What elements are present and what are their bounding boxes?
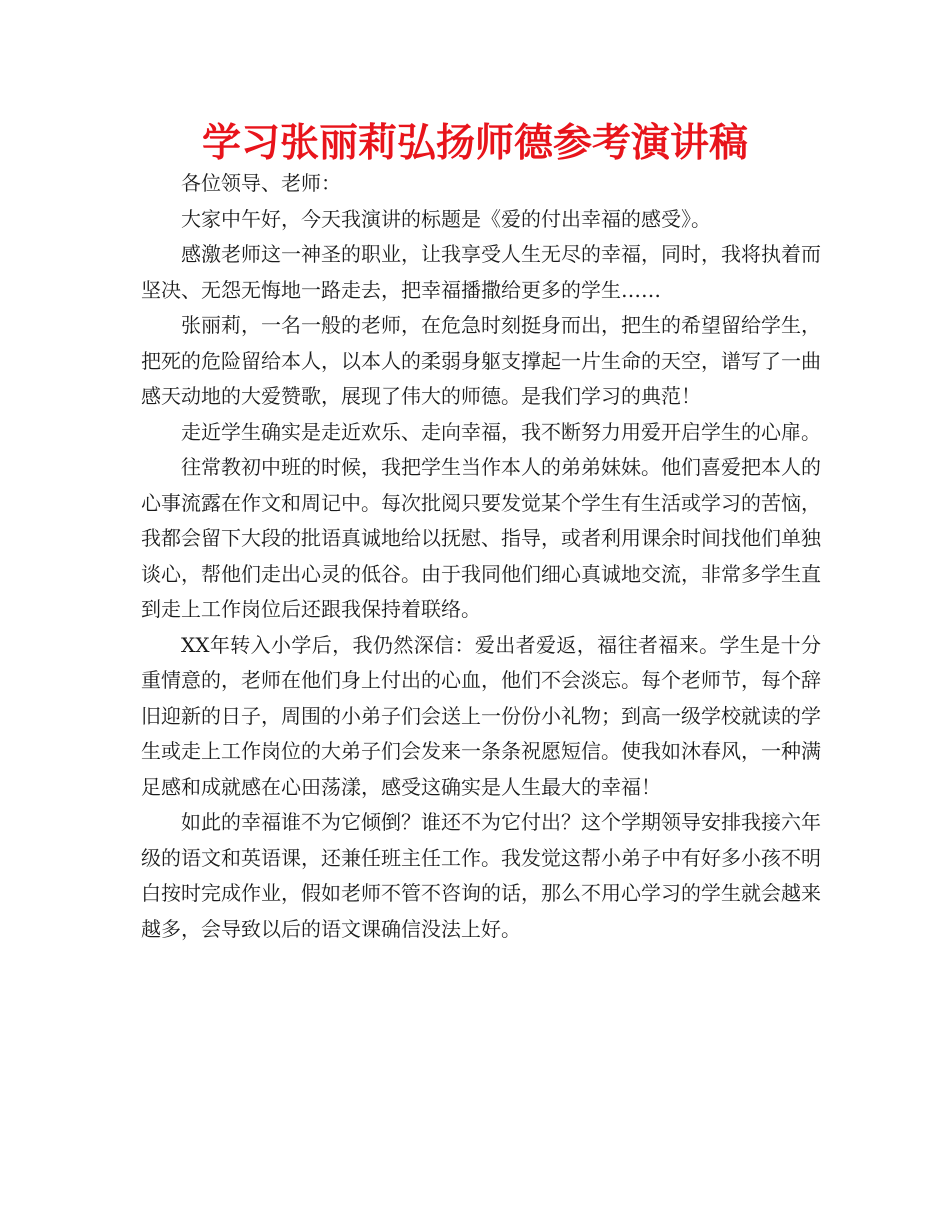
salutation: 各位领导、老师： bbox=[181, 171, 341, 195]
paragraph: 感激老师这一神圣的职业，让我享受人生无尽的幸福，同时，我将执着而坚决、无怨无悔地一路走去，把幸福播撒给更多的学生…… bbox=[141, 242, 821, 302]
paragraph-greeting: 大家中午好，今天我演讲的标题是《爱的付出幸福的感受》。 bbox=[181, 206, 711, 231]
document-title: 学习张丽莉弘扬师德参考演讲稿 bbox=[201, 121, 748, 166]
document-body bbox=[141, 166, 821, 947]
paragraph: XX年转入小学后，我仍然深信：爱出者爱返，福往者福来。学生是十分重情意的，老师在他们身上付出的心血，他们不会淡忘。每个老师节，每个辞旧迎新的日子，周围的小弟子们会送上一份份小礼物；到高一级学校就读的学生或走上工作岗位的大弟子们会发来一条条祝愿短信。使我如沐春风，一种满足感和成就感在心田荡漾，感受这确实是人生最大的幸福！ bbox=[141, 632, 821, 799]
paragraph: 张丽莉，一名一般的老师，在危急时刻挺身而出，把生的希望留给学生，把死的危险留给本人，以本人的柔弱身躯支撑起一片生命的天空，谱写了一曲感天动地的大爱赞歌，展现了伟大的师德。是我们学习的典范！ bbox=[141, 313, 821, 408]
paragraph: 往常教初中班的时候，我把学生当作本人的弟弟妹妹。他们喜爱把本人的心事流露在作文和周记中。每次批阅只要发觉某个学生有生活或学习的苦恼，我都会留下大段的批语真诚地给以抚慰、指导，或者利用课余时间找他们单独谈心，帮他们走出心灵的低谷。由于我同他们细心真诚地交流，非常多学生直到走上工作岗位后还跟我保持着联络。 bbox=[141, 455, 821, 621]
paragraph: 走近学生确实是走近欢乐、走向幸福，我不断努力用爱开启学生的心扉。 bbox=[181, 419, 821, 444]
paragraph: 如此的幸福谁不为它倾倒？谁还不为它付出？这个学期领导安排我接六年级的语文和英语课，还兼任班主任工作。我发觉这帮小弟子中有好多小孩不明白按时完成作业，假如老师不管不咨询的话，那么不用心学习的学生就会越来越多，会导致以后的语文课确信没法上好。 bbox=[141, 810, 821, 941]
